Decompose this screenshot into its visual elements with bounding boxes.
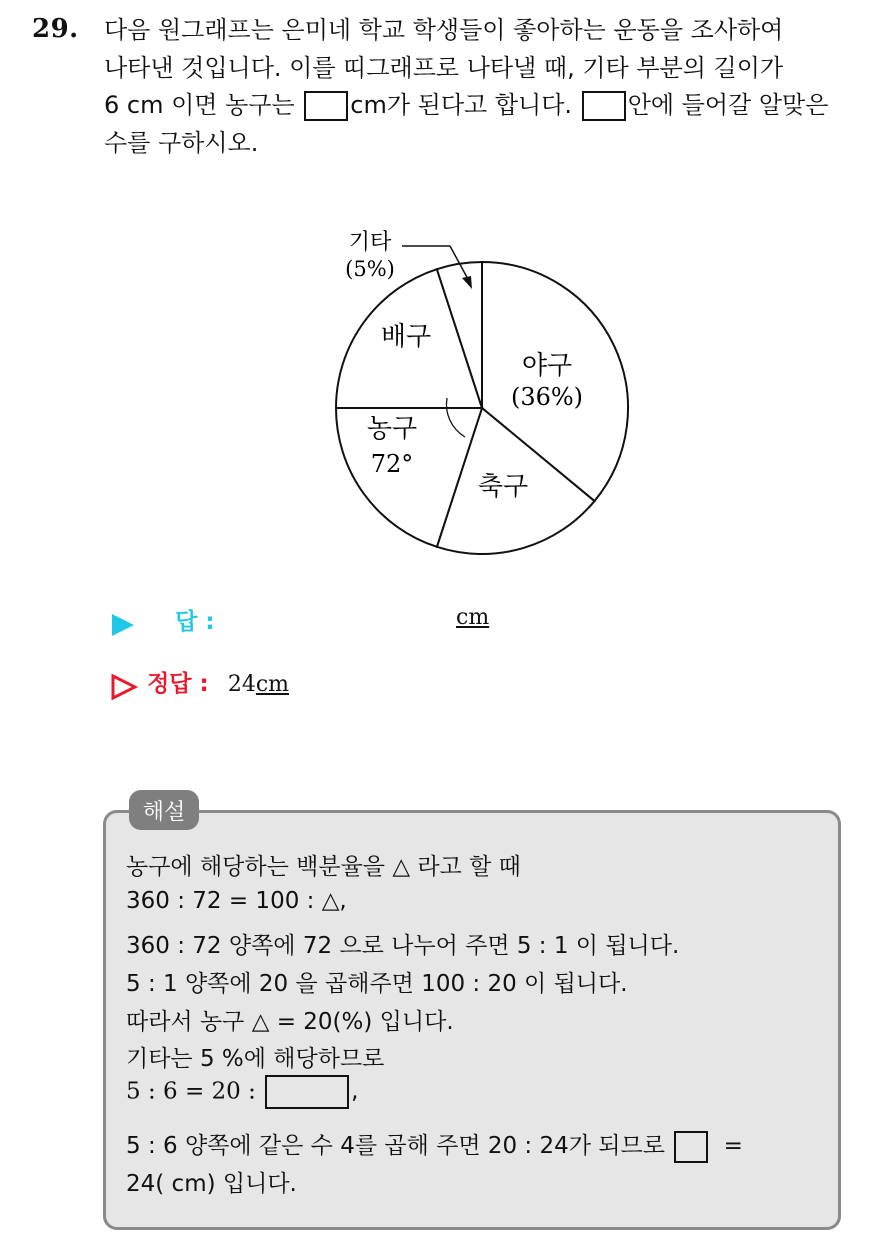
explanation-line-8 <box>126 1127 743 1163</box>
explanation-line-5: 따라서 농구 △ = 20(%) 입니다. <box>126 1009 454 1035</box>
label-volleyball: 배구 <box>380 322 432 352</box>
explanation-blank-box-small <box>674 1131 708 1163</box>
explanation-line-8-text: 5 : 6 양쪽에 같은 수 4를 곱해 주면 20 : 24가 되므로 <box>126 1133 665 1159</box>
explanation-comma: , <box>351 1078 359 1105</box>
correct-answer-label: 정답 : <box>147 671 209 697</box>
answer-unit-wrap <box>456 605 489 630</box>
question-text-part-a: 6 cm 이면 농구는 <box>104 91 295 119</box>
question-line-4: 수를 구하시오. <box>104 129 259 157</box>
answer-unit: cm <box>456 605 490 630</box>
label-soccer: 축구 <box>477 472 529 502</box>
explanation-blank-box <box>265 1075 349 1109</box>
question-text-part-b: cm가 된다고 합니다. <box>350 91 573 119</box>
question-number: 29. <box>32 14 79 44</box>
explanation-line-2: 360 : 72 = 100 : △, <box>126 888 347 914</box>
question-line-1: 다음 원그래프는 은미네 학교 학생들이 좋아하는 운동을 조사하여 <box>104 16 784 44</box>
explanation-equals: = <box>723 1133 743 1159</box>
explanation-ratio: 5 : 6 = 20 : <box>126 1078 256 1105</box>
label-basketball: 농구 <box>366 414 418 444</box>
answer-label: 답 : <box>175 609 215 635</box>
explanation-title: 해설 <box>129 790 199 830</box>
label-baseball-pct: (36%) <box>510 383 584 411</box>
question-line-2: 나타낸 것입니다. 이를 띠그래프로 나타낼 때, 기타 부분의 길이가 <box>104 54 784 82</box>
label-baseball: 야구 <box>521 351 573 381</box>
correct-arrow-icon <box>110 673 138 701</box>
pie-chart <box>0 0 884 580</box>
correct-answer-row <box>110 665 289 701</box>
answer-row <box>110 603 215 638</box>
answer-arrow-icon <box>110 612 136 638</box>
explanation-line-4: 5 : 1 양쪽에 20 을 곱해주면 100 : 20 이 됩니다. <box>126 971 628 997</box>
correct-answer-value: 24 <box>227 672 256 697</box>
label-other: 기타 <box>348 230 392 255</box>
explanation-line-6: 기타는 5 %에 해당하므로 <box>126 1046 385 1072</box>
correct-answer-unit: cm <box>255 672 290 697</box>
explanation-line-9: 24( cm) 입니다. <box>126 1171 297 1197</box>
explanation-line-3: 360 : 72 양쪽에 72 으로 나누어 주면 5 : 1 이 됩니다. <box>126 933 680 959</box>
explanation-line-1: 농구에 해당하는 백분율을 △ 라고 할 때 <box>126 854 521 880</box>
explanation-line-7 <box>126 1075 358 1109</box>
question-text-part-c: 안에 들어갈 알맞은 <box>627 91 829 119</box>
label-basketball-deg: 72° <box>370 450 414 478</box>
label-other-pct: (5%) <box>345 257 395 281</box>
